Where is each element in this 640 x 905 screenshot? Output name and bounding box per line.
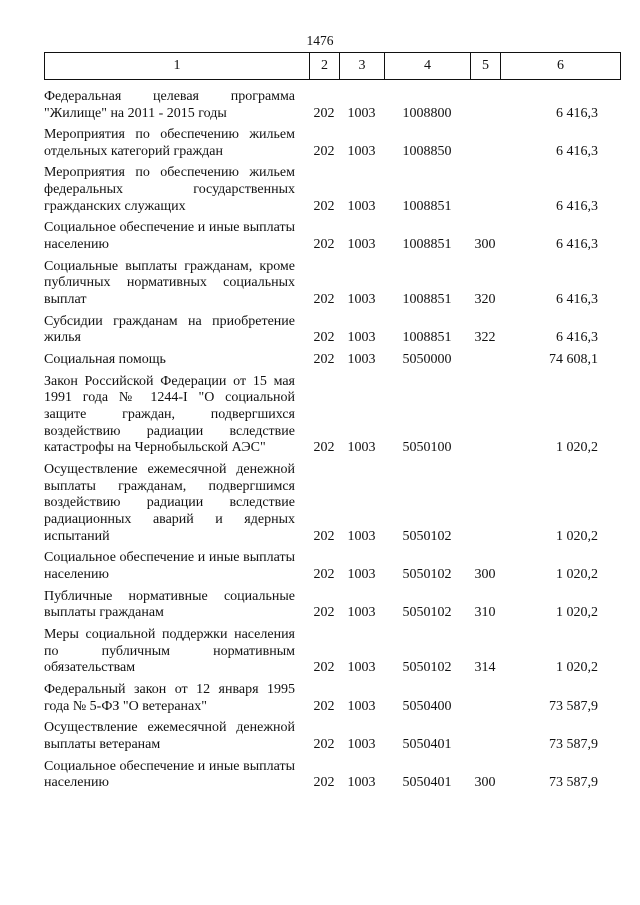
table-row: [44, 622, 620, 677]
header-col-3: 3: [340, 53, 385, 80]
row-code-2: 202: [313, 775, 335, 791]
row-code-3: 1003: [347, 198, 376, 214]
row-amount: 6 416,3: [556, 143, 598, 159]
row-amount: 1 020,2: [556, 528, 598, 544]
row-code-4: 5050400: [402, 698, 452, 714]
row-code-4: 5050401: [402, 737, 452, 753]
row-code-2: 202: [313, 292, 335, 308]
row-code-5: [470, 122, 500, 160]
row-code-3: 1003: [347, 567, 376, 583]
row-code-3: 1003: [347, 528, 376, 544]
row-amount: 1 020,2: [556, 567, 598, 583]
table-row: [44, 754, 620, 792]
row-name: Социальное обеспечение и иные выплаты населению: [44, 220, 295, 253]
row-amount: 6 416,3: [556, 105, 598, 121]
row-code-5: 300: [474, 775, 496, 791]
row-code-2: 202: [313, 605, 335, 621]
row-code-2: 202: [313, 737, 335, 753]
row-name: Мероприятия по обеспечению жильем отдельных категорий граждан: [44, 127, 295, 159]
row-code-2: 202: [313, 237, 335, 253]
row-amount: 1 020,2: [556, 660, 598, 676]
row-amount: 6 416,3: [556, 198, 598, 214]
row-code-2: 202: [313, 528, 335, 544]
table-row: [44, 161, 620, 216]
row-code-2: 202: [313, 698, 335, 714]
table-row: [44, 369, 620, 457]
row-code-4: 1008851: [402, 292, 452, 308]
row-code-3: 1003: [347, 775, 376, 791]
row-code-3: 1003: [347, 605, 376, 621]
row-code-3: 1003: [347, 737, 376, 753]
row-code-3: 1003: [347, 698, 376, 714]
row-amount: 1 020,2: [556, 605, 598, 621]
row-code-2: 202: [313, 198, 335, 214]
page-number: 1476: [306, 33, 334, 48]
row-code-4: 5050102: [402, 660, 452, 676]
row-name: Закон Российской Федерации от 15 мая 1991 года № 1244-I "О социальной защите граждан, подвергшихся воздействию радиации вследствие катастрофы на Чернобыльской АЭС": [44, 373, 295, 456]
row-code-3: 1003: [347, 660, 376, 676]
row-name: Социальная помощь: [44, 352, 166, 368]
table-row: [44, 677, 620, 715]
header-col-2: 2: [310, 53, 340, 80]
row-code-4: 1008851: [402, 237, 452, 253]
row-name: Меры социальной поддержки населения по публичным нормативным обязательствам: [44, 627, 295, 676]
row-name: Мероприятия по обеспечению жильем федеральных государственных гражданских служащих: [44, 165, 295, 214]
row-code-5: [470, 715, 500, 753]
header-col-1: 1: [45, 53, 310, 80]
row-name: Публичные нормативные социальные выплаты гражданам: [44, 588, 295, 621]
row-code-5: 300: [474, 237, 496, 253]
row-name: Социальные выплаты гражданам, кроме публичных нормативных социальных выплат: [44, 258, 295, 308]
row-amount: 73 587,9: [549, 737, 598, 753]
table-row: [44, 347, 620, 369]
header-col-5: 5: [471, 53, 501, 80]
row-code-3: 1003: [347, 440, 376, 456]
table-row: [44, 216, 620, 254]
row-code-4: 1008851: [402, 330, 452, 346]
header-row: [45, 53, 621, 80]
row-code-5: 322: [474, 330, 496, 346]
row-code-3: 1003: [347, 330, 376, 346]
row-code-2: 202: [313, 330, 335, 346]
table-row: [44, 122, 620, 160]
table-row: [44, 254, 620, 309]
row-code-2: 202: [313, 440, 335, 456]
header-col-4: 4: [385, 53, 471, 80]
table-row: [44, 715, 620, 753]
budget-table: [44, 84, 620, 792]
row-code-3: 1003: [347, 352, 376, 368]
row-code-4: 5050100: [402, 440, 452, 456]
row-code-5: 300: [474, 567, 496, 583]
row-name: Социальное обеспечение и иные выплаты населению: [44, 758, 295, 791]
row-code-4: 1008851: [402, 198, 452, 214]
table-row: [44, 84, 620, 122]
row-amount: 6 416,3: [556, 330, 598, 346]
table-row: [44, 309, 620, 347]
row-code-5: 320: [474, 292, 496, 308]
row-code-5: [470, 677, 500, 715]
row-code-3: 1003: [347, 143, 376, 159]
row-amount: 73 587,9: [549, 775, 598, 791]
row-code-5: [470, 84, 500, 122]
row-name: Осуществление ежемесячной денежной выплаты гражданам, подвергшимся воздействию радиации вследствие радиационных аварий и ядерных испытаний: [44, 462, 295, 544]
row-code-3: 1003: [347, 237, 376, 253]
row-amount: 1 020,2: [556, 440, 598, 456]
row-code-5: [470, 347, 500, 369]
row-code-4: 1008850: [402, 143, 452, 159]
row-code-4: 5050102: [402, 605, 452, 621]
row-name: Федеральная целевая программа "Жилище" на 2011 - 2015 годы: [44, 88, 295, 121]
table-row: [44, 457, 620, 545]
row-amount: 6 416,3: [556, 237, 598, 253]
row-amount: 74 608,1: [549, 352, 598, 368]
row-code-4: 5050102: [402, 567, 452, 583]
row-code-4: 5050401: [402, 775, 452, 791]
row-name: Субсидии гражданам на приобретение жилья: [44, 313, 295, 346]
row-code-3: 1003: [347, 292, 376, 308]
row-code-3: 1003: [347, 105, 376, 121]
row-amount: 73 587,9: [549, 698, 598, 714]
row-code-5: [470, 457, 500, 545]
row-code-5: 310: [474, 605, 496, 621]
row-code-5: [470, 369, 500, 457]
header-col-6: 6: [501, 53, 621, 80]
budget-table-body: [44, 84, 620, 792]
row-code-4: 5050102: [402, 528, 452, 544]
row-name: Социальное обеспечение и иные выплаты населению: [44, 550, 295, 583]
row-code-5: [470, 161, 500, 216]
row-code-4: 5050000: [402, 352, 452, 368]
row-code-4: 1008800: [402, 105, 452, 121]
row-name: Осуществление ежемесячной денежной выплаты ветеранам: [44, 720, 295, 753]
row-code-5: 314: [474, 660, 496, 676]
row-code-2: 202: [313, 352, 335, 368]
table-row: [44, 546, 620, 584]
row-code-2: 202: [313, 105, 335, 121]
row-name: Федеральный закон от 12 января 1995 года № 5-ФЗ "О ветеранах": [44, 682, 295, 714]
table-header: [44, 52, 621, 80]
row-code-2: 202: [313, 143, 335, 159]
row-code-2: 202: [313, 660, 335, 676]
row-code-2: 202: [313, 567, 335, 583]
table-row: [44, 584, 620, 622]
row-amount: 6 416,3: [556, 292, 598, 308]
